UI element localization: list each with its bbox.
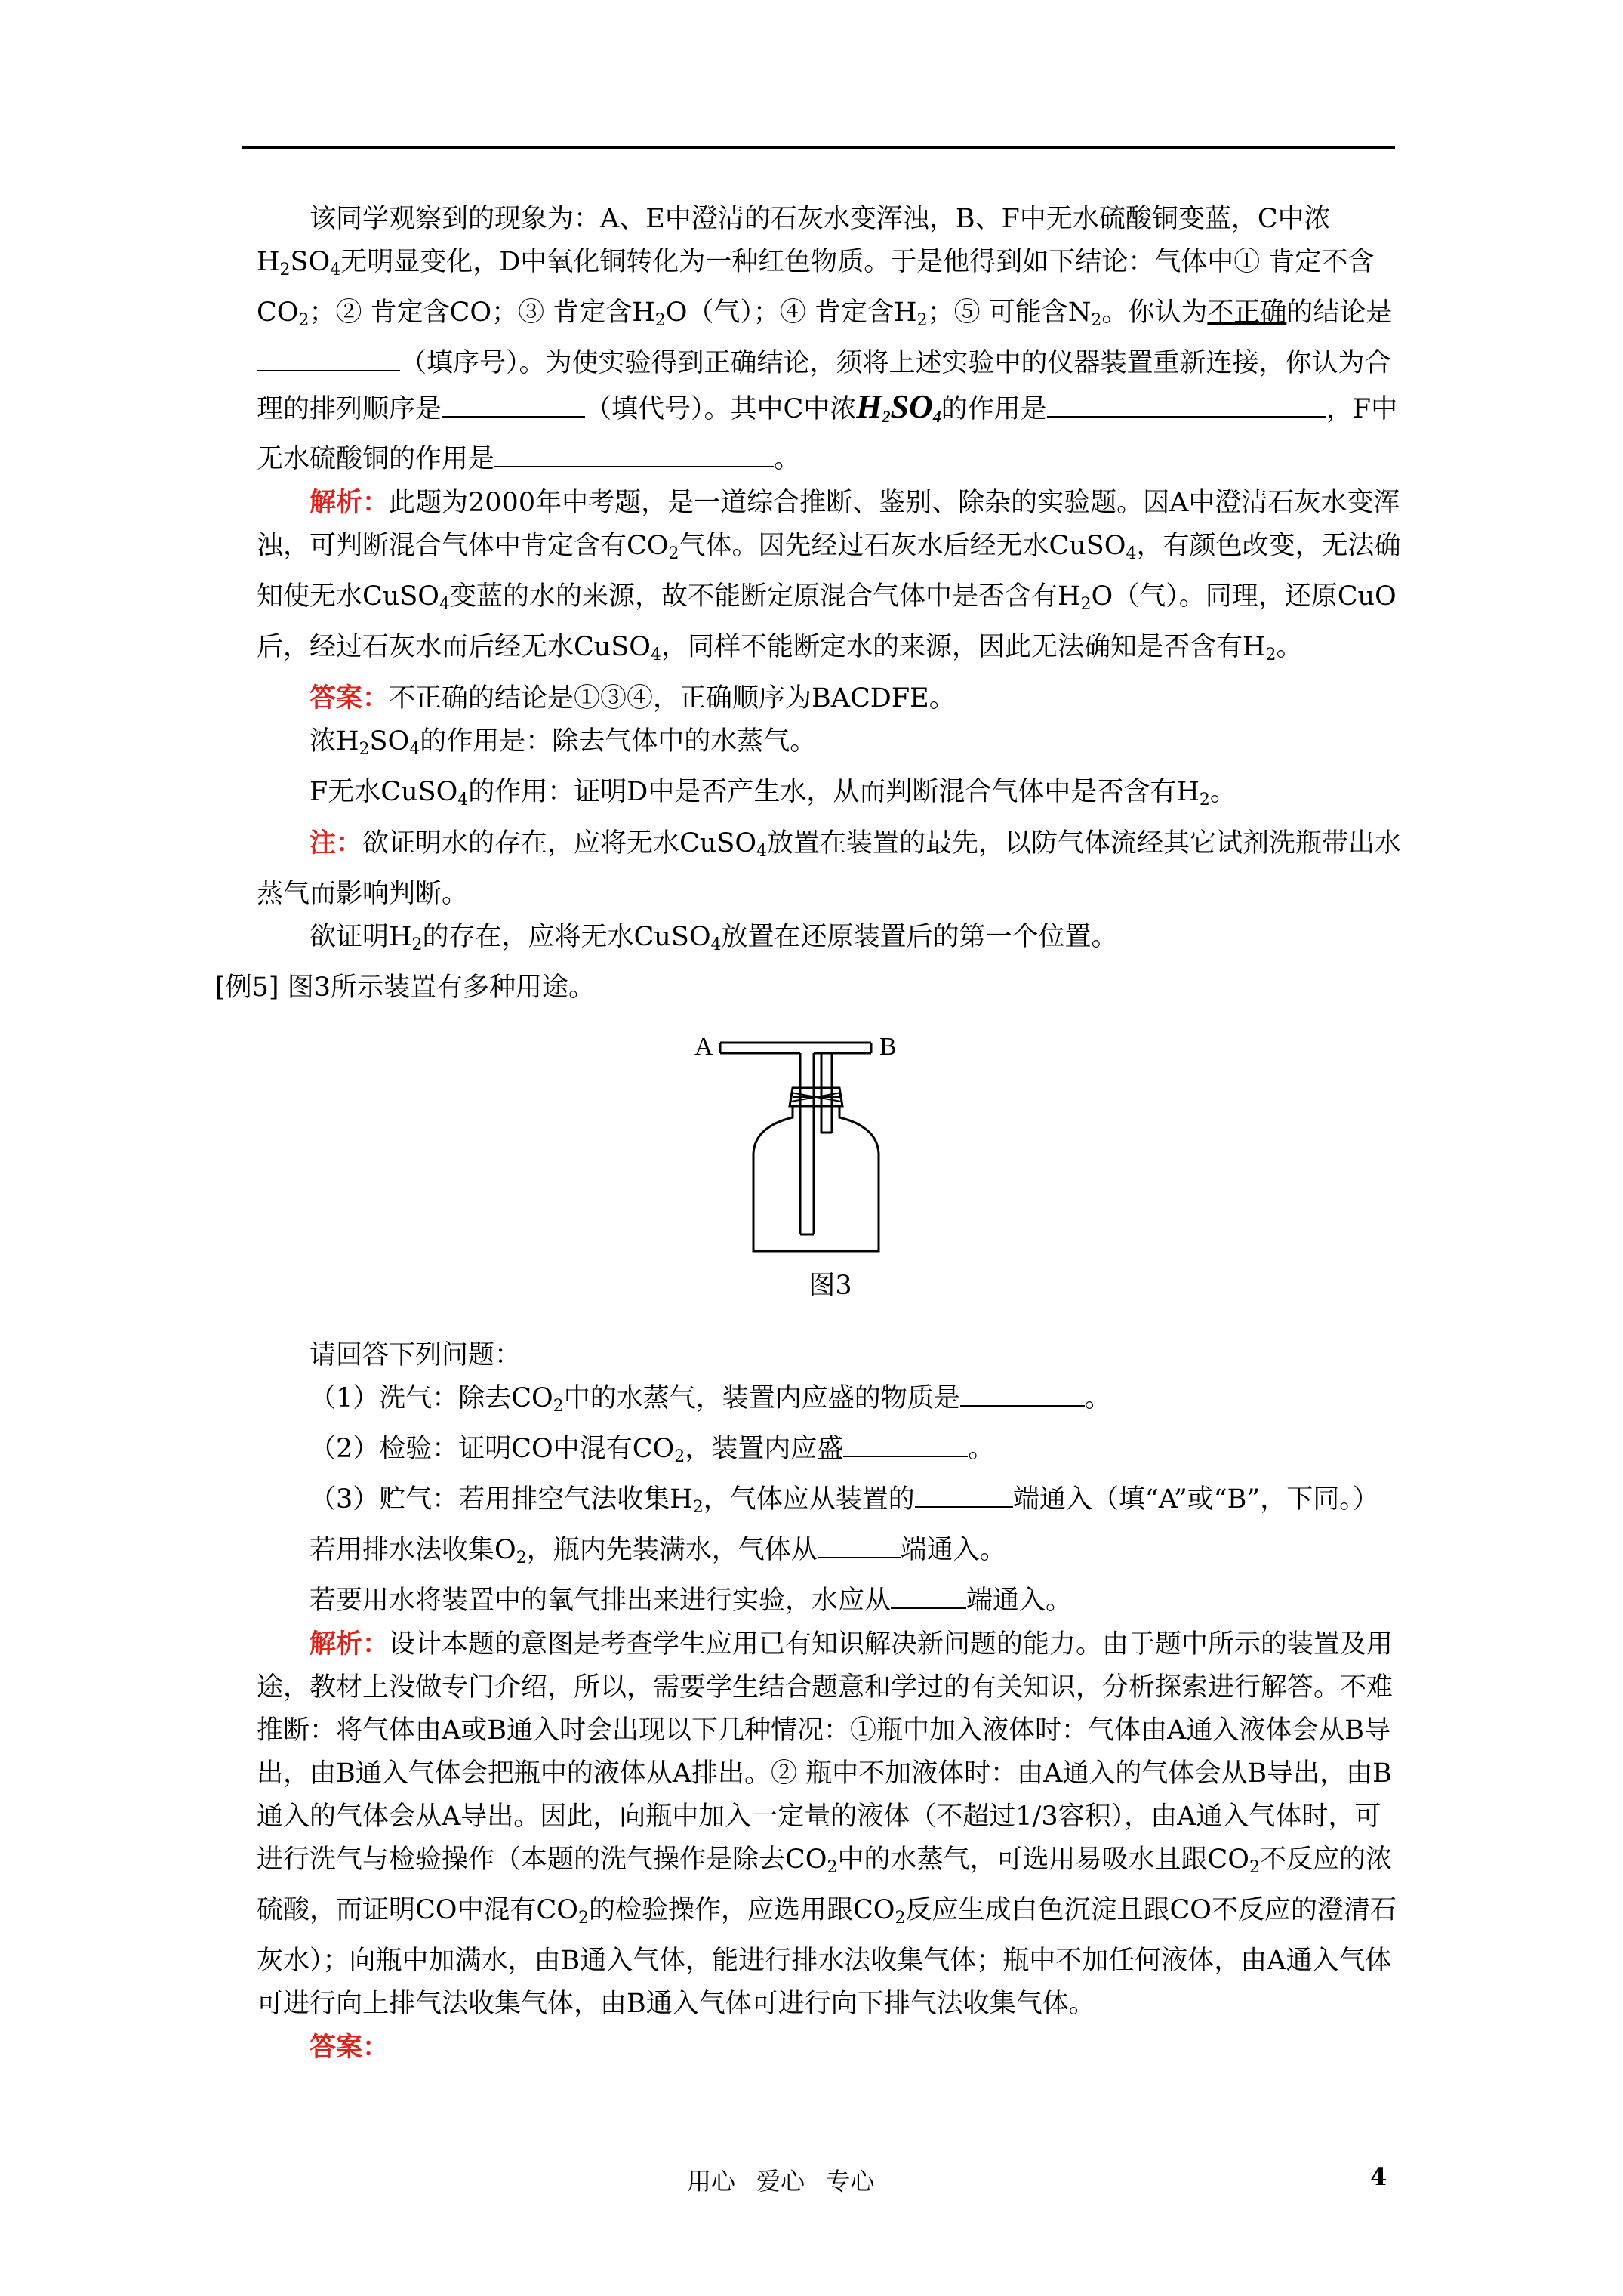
answer-blank[interactable] bbox=[818, 1530, 901, 1558]
analysis-paragraph: 解析：此题为2000年中考题，是一道综合推断、鉴别、除杂的实验题。因A中澄清石灰水变浑浊，可判断混合气体中肯定含有$CO_2$气体。因先经过石灰水后经无水CuSO$_4$，有颜色改变，无法确知使无水CuSO$_4$变蓝的水的来源，故不能断定原混合气体中是否含有$H_2O$（气）。同理，还原CuO后，经过石灰水而后经无水CuSO$_4$，同样不能断定水的来源，因此无法确知是否含有$H_2$。 bbox=[257, 487, 1401, 664]
figure-3-apparatus bbox=[257, 1015, 1404, 1265]
underlined-text: 不正确 bbox=[1207, 297, 1287, 328]
analysis-label: 解析： bbox=[310, 1629, 390, 1660]
question-4: 若用排水法收集$O_2$，瓶内先装满水，气体从 端通入。 bbox=[257, 1529, 1404, 1579]
header-rule bbox=[242, 146, 1395, 149]
note-paragraph-2: 欲证明$H_2$的存在，应将无水CuSO$_4$放置在还原装置后的第一个位置。 bbox=[310, 922, 1118, 954]
answer-blank[interactable] bbox=[843, 1428, 968, 1457]
answer-paragraph-2 bbox=[257, 2026, 1404, 2069]
question-1: （1）洗气：除去$CO_2$中的水蒸气，装置内应盛的物质是 。 bbox=[257, 1377, 1404, 1428]
note-label: 注： bbox=[310, 827, 363, 858]
question-5: 若要用水将装置中的氧气排出来进行实验，水应从 端通入。 bbox=[257, 1579, 1404, 1623]
gas-bottle-diagram bbox=[694, 1015, 966, 1265]
answer-line-h2so4: 浓$H_2SO_4$的作用是：除去气体中的水蒸气。 bbox=[310, 726, 817, 759]
question-3: （3）贮气：若用排空气法收集$H_2$，气体应从装置的 端通入（填“A”或“B”，下同。） bbox=[257, 1478, 1404, 1529]
answer-blank[interactable] bbox=[915, 1479, 1013, 1508]
answer-label: 答案： bbox=[310, 2032, 390, 2063]
example-heading: [例5] 图3所示装置有多种用途。 bbox=[215, 972, 595, 1003]
answer-blank[interactable] bbox=[494, 439, 774, 467]
document-body bbox=[215, 198, 1404, 2069]
figure-label-a: A bbox=[694, 1033, 713, 1061]
answer-blank[interactable] bbox=[960, 1378, 1085, 1407]
answer-paragraph: 答案：不正确的结论是①③④，正确顺序为BACDFE。 bbox=[310, 683, 956, 713]
answer-line-cuso4: F无水CuSO$_4$的作用：证明D中是否产生水，从而判断混合气体中是否含有$H_2$。 bbox=[310, 777, 1236, 809]
answer-blank[interactable] bbox=[891, 1580, 966, 1609]
footer-motto: 用心 爱心 专心 bbox=[687, 2167, 875, 2196]
figure-caption: 图3 bbox=[808, 1271, 852, 1301]
question-prompt: 请回答下列问题： bbox=[310, 1340, 522, 1370]
note-paragraph: 注：欲证明水的存在，应将无水CuSO$_4$放置在装置的最先，以防气体流经其它试剂洗瓶带出水蒸气而影响判断。 bbox=[257, 827, 1402, 909]
answer-label: 答案： bbox=[310, 683, 390, 713]
analysis-label: 解析： bbox=[310, 487, 390, 518]
paragraph-observation: 该同学观察到的现象为：A、E中澄清的石灰水变浑浊，B、F中无水硫酸铜变蓝，C中浓$H_2SO_4$无明显变化，D中氧化铜转化为一种红色物质。于是他得到如下结论：气体中① 肯定不含$CO_2$；② 肯定含CO；③ 肯定含$H_2O$（气）；④ 肯定含$H_2$；⑤ 可能含$N_2$。你认为不正确的结论是（填序号）。为使实验得到正确结论，须将上述实验中的仪器装置重新连接，你认为合理的排列顺序是 （填代号）。其中C中浓$H_2SO_4$的作用是 ，F中无水硫酸铜的作用是 。 bbox=[257, 204, 1398, 474]
formula-h2so4: $H_2SO_4$ bbox=[856, 388, 941, 426]
page-number: 4 bbox=[1370, 2162, 1387, 2191]
figure-label-b: B bbox=[879, 1033, 897, 1061]
answer-blank[interactable] bbox=[1047, 389, 1326, 418]
answer-blank[interactable] bbox=[442, 389, 585, 418]
analysis-paragraph-2: 解析：设计本题的意图是考查学生应用已有知识解决新问题的能力。由于题中所示的装置及用途，教材上没做专门介绍，所以，需要学生结合题意和学过的有关知识，分析探索进行解答。不难推断：将气体由A或B通入时会出现以下几种情况：①瓶中加入液体时：气体由A通入液体会从B导出，由B通入气体会把瓶中的液体从A排出。② 瓶中不加液体时：由A通入的气体会从B导出，由B通入的气体会从A导出。因此，向瓶中加入一定量的液体（不超过1/3容积），由A通入气体时，可进行洗气与检验操作（本题的洗气操作是除去$CO_2$中的水蒸气，可选用易吸水且跟$CO_2$不反应的浓硫酸，而证明CO中混有$CO_2$的检验操作，应选用跟$CO_2$反应生成白色沉淀且跟CO不反应的澄清石灰水）；向瓶中加满水，由B通入气体，能进行排水法收集气体；瓶中不加任何液体，由A通入气体可进行向上排气法收集气体，由B通入气体可进行向下排气法收集气体。 bbox=[257, 1629, 1397, 2019]
answer-blank[interactable] bbox=[257, 343, 400, 371]
question-2: （2）检验：证明CO中混有$CO_2$，装置内应盛 。 bbox=[257, 1428, 1404, 1478]
